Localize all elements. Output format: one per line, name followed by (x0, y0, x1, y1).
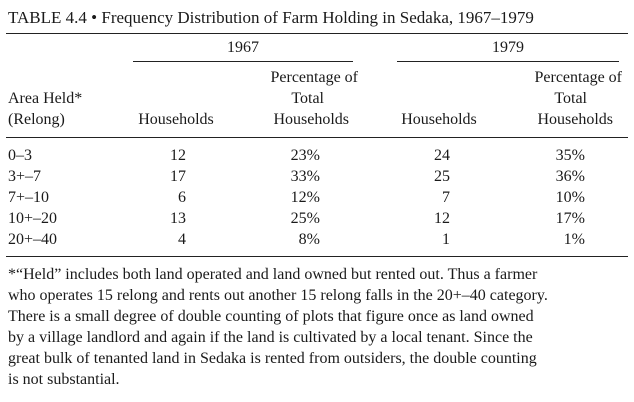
footnote-line: by a village landlord and again if the land is cultivated by a local tenant. Since the (8, 329, 533, 346)
group-rule-1979 (397, 61, 619, 62)
table-row-percentage-1967: 25% (290, 210, 320, 227)
top-rule (6, 33, 628, 34)
table-row-area: 10+–20 (8, 210, 58, 227)
table-row-percentage-1979: 17% (555, 210, 585, 227)
table-row-households-1979: 24 (434, 147, 450, 164)
area-header-line2: (Relong) (8, 111, 65, 128)
footnote-line: There is a small degree of double counting of plots that figure once as land owned (8, 308, 534, 325)
table-row-percentage-1979: 35% (555, 147, 585, 164)
table-row-percentage-1979: 1% (563, 231, 585, 248)
bottom-rule (6, 256, 628, 257)
percentage-1979-header-line1: Percentage of (534, 69, 622, 86)
table-row-households-1967: 4 (178, 231, 186, 248)
table-row-percentage-1967: 12% (290, 189, 320, 206)
table-row-households-1979: 12 (434, 210, 450, 227)
footnote-line: *“Held” includes both land operated and land owned but rented out. Thus a farmer (8, 266, 538, 283)
table-row-percentage-1967: 33% (290, 168, 320, 185)
percentage-1967-header-line3: Households (273, 111, 349, 128)
table-title: TABLE 4.4 • Frequency Distribution of Farm Holding in Sedaka, 1967–1979 (8, 8, 534, 27)
table-row-percentage-1967: 8% (298, 231, 320, 248)
table-row-area: 0–3 (8, 147, 32, 164)
percentage-1979-header-line3: Households (537, 111, 613, 128)
percentage-1967-header-line1: Percentage of (270, 69, 358, 86)
table-row-households-1979: 25 (434, 168, 450, 185)
table-row-households-1967: 17 (170, 168, 186, 185)
table-row-area: 20+–40 (8, 231, 58, 248)
table-row-percentage-1967: 23% (290, 147, 320, 164)
households-1967-header: Households (138, 111, 214, 128)
households-1979-header: Households (401, 111, 477, 128)
table-row-percentage-1979: 36% (555, 168, 585, 185)
table-row-households-1979: 7 (442, 189, 450, 206)
table-row-households-1967: 6 (178, 189, 186, 206)
group-rule-1967 (133, 61, 353, 62)
table-row-area: 7+–10 (8, 189, 50, 206)
header-rule (6, 137, 628, 138)
footnote-line: who operates 15 relong and rents out another 15 relong falls in the 20+–40 category. (8, 287, 548, 304)
percentage-1979-header-line2: Total (554, 90, 587, 107)
table-row-households-1979: 1 (442, 231, 450, 248)
table-row-households-1967: 12 (170, 147, 186, 164)
table-row-percentage-1979: 10% (555, 189, 585, 206)
table-row-households-1967: 13 (170, 210, 186, 227)
area-header-line1: Area Held* (8, 90, 83, 107)
group-header-1967: 1967 (227, 39, 259, 56)
group-header-1979: 1979 (492, 39, 524, 56)
footnote-line: is not substantial. (8, 371, 120, 388)
footnote-line: great bulk of tenanted land in Sedaka is rented from outsiders, the double counting (8, 350, 537, 367)
percentage-1967-header-line2: Total (291, 90, 324, 107)
footnote (8, 264, 628, 390)
table-row-area: 3+–7 (8, 168, 42, 185)
